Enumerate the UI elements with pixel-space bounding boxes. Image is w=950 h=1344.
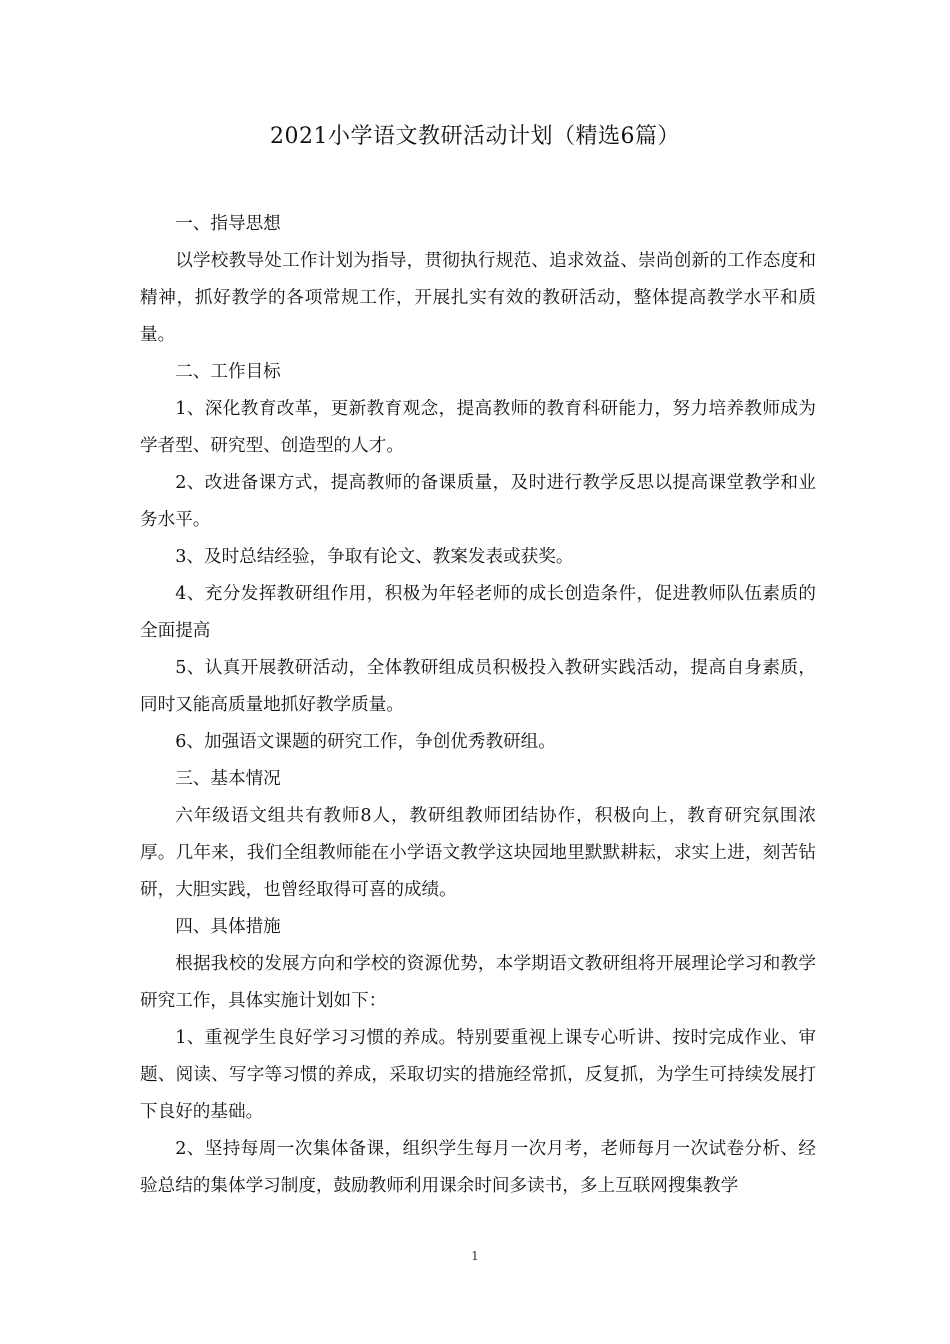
paragraph: 以学校教导处工作计划为指导，贯彻执行规范、追求效益、崇尚创新的工作态度和精神，抓好教学的各项常规工作，开展扎实有效的教研活动，整体提高教学水平和质量。 [140, 251, 816, 345]
paragraph: 2、坚持每周一次集体备课，组织学生每月一次月考，老师每月一次试卷分析、经验总结的集体学习制度，鼓励教师利用课余时间多读书，多上互联网搜集教学 [140, 1139, 816, 1196]
section-heading: 二、工作目标 [175, 362, 281, 382]
paragraph: 1、重视学生良好学习习惯的养成。特别要重视上课专心听讲、按时完成作业、审题、阅读、写字等习惯的养成，采取切实的措施经常抓，反复抓，为学生可持续发展打下良好的基础。 [140, 1028, 816, 1122]
page-number: 1 [471, 1249, 479, 1263]
paragraph: 2、改进备课方式，提高教师的备课质量，及时进行教学反思以提高课堂教学和业务水平。 [140, 473, 816, 530]
paragraph: 3、及时总结经验，争取有论文、教案发表或获奖。 [175, 547, 574, 567]
document-title: 2021小学语文教研活动计划（精选6篇） [270, 124, 680, 149]
section-heading: 一、指导思想 [175, 214, 281, 234]
section-heading: 三、基本情况 [175, 769, 281, 789]
paragraph: 6、加强语文课题的研究工作，争创优秀教研组。 [175, 732, 556, 752]
paragraph: 根据我校的发展方向和学校的资源优势，本学期语文教研组将开展理论学习和教学研究工作，具体实施计划如下： [140, 954, 816, 1011]
paragraph: 六年级语文组共有教师8人，教研组教师团结协作，积极向上，教育研究氛围浓厚。几年来，我们全组教师能在小学语文教学这块园地里默默耕耘，求实上进，刻苦钻研，大胆实践，也曾经取得可喜的成绩。 [140, 806, 816, 900]
paragraph: 1、深化教育改革，更新教育观念，提高教师的教育科研能力，努力培养教师成为学者型、研究型、创造型的人才。 [140, 399, 816, 456]
document-body [140, 206, 816, 1205]
paragraph: 4、充分发挥教研组作用，积极为年轻老师的成长创造条件，促进教师队伍素质的全面提高 [140, 584, 816, 641]
section-heading: 四、具体措施 [175, 917, 281, 937]
paragraph: 5、认真开展教研活动，全体教研组成员积极投入教研实践活动，提高自身素质，同时又能高质量地抓好教学质量。 [140, 658, 816, 715]
